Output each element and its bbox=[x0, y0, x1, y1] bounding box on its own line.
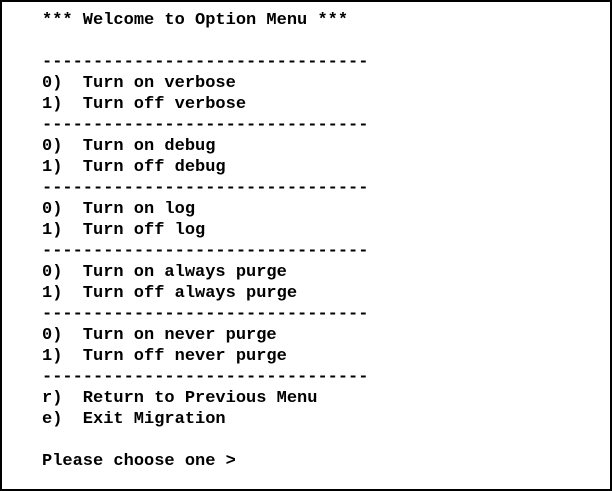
option-label: Turn off never purge bbox=[82, 347, 287, 366]
prompt-text: Please choose one > bbox=[42, 452, 236, 471]
option-label: Turn on always purge bbox=[82, 263, 287, 282]
option-label: Turn on verbose bbox=[82, 74, 236, 93]
option-turn-off-verbose bbox=[42, 94, 604, 115]
option-key: 0) bbox=[42, 263, 63, 282]
option-key: e) bbox=[42, 410, 63, 429]
separator-line: -------------------------------- bbox=[42, 53, 369, 72]
option-turn-off-debug bbox=[42, 157, 604, 178]
option-turn-off-log bbox=[42, 220, 604, 241]
option-turn-on-never-purge bbox=[42, 325, 604, 346]
option-key: 0) bbox=[42, 137, 63, 156]
option-key: 1) bbox=[42, 158, 63, 177]
option-turn-off-always-purge bbox=[42, 283, 604, 304]
option-label: Turn off always purge bbox=[82, 284, 298, 303]
option-key: 1) bbox=[42, 221, 63, 240]
option-return-previous-menu bbox=[42, 388, 604, 409]
separator-line: -------------------------------- bbox=[42, 179, 369, 198]
blank-line bbox=[42, 430, 604, 451]
option-exit-migration bbox=[42, 409, 604, 430]
option-turn-on-verbose bbox=[42, 73, 604, 94]
option-key: 1) bbox=[42, 284, 63, 303]
separator-line: -------------------------------- bbox=[42, 116, 369, 135]
option-turn-on-debug bbox=[42, 136, 604, 157]
option-label: Return to Previous Menu bbox=[82, 389, 318, 408]
option-turn-on-log bbox=[42, 199, 604, 220]
option-key: 1) bbox=[42, 95, 63, 114]
option-label: Turn on never purge bbox=[82, 326, 277, 345]
separator-line: -------------------------------- bbox=[42, 368, 369, 387]
option-key: 0) bbox=[42, 326, 63, 345]
separator-line: -------------------------------- bbox=[42, 242, 369, 261]
option-label: Exit Migration bbox=[82, 410, 226, 429]
option-key: 0) bbox=[42, 74, 63, 93]
option-label: Turn off debug bbox=[82, 158, 226, 177]
option-label: Turn on debug bbox=[82, 137, 216, 156]
option-turn-on-always-purge bbox=[42, 262, 604, 283]
blank-line bbox=[42, 31, 604, 52]
menu-title: *** Welcome to Option Menu *** bbox=[42, 11, 349, 30]
option-label: Turn on log bbox=[82, 200, 196, 219]
option-label: Turn off verbose bbox=[82, 95, 247, 114]
option-key: 0) bbox=[42, 200, 63, 219]
separator-line: -------------------------------- bbox=[42, 305, 369, 324]
prompt-line[interactable] bbox=[42, 451, 604, 472]
option-menu bbox=[42, 10, 604, 472]
option-key: r) bbox=[42, 389, 63, 408]
option-key: 1) bbox=[42, 347, 63, 366]
option-turn-off-never-purge bbox=[42, 346, 604, 367]
option-label: Turn off log bbox=[82, 221, 206, 240]
